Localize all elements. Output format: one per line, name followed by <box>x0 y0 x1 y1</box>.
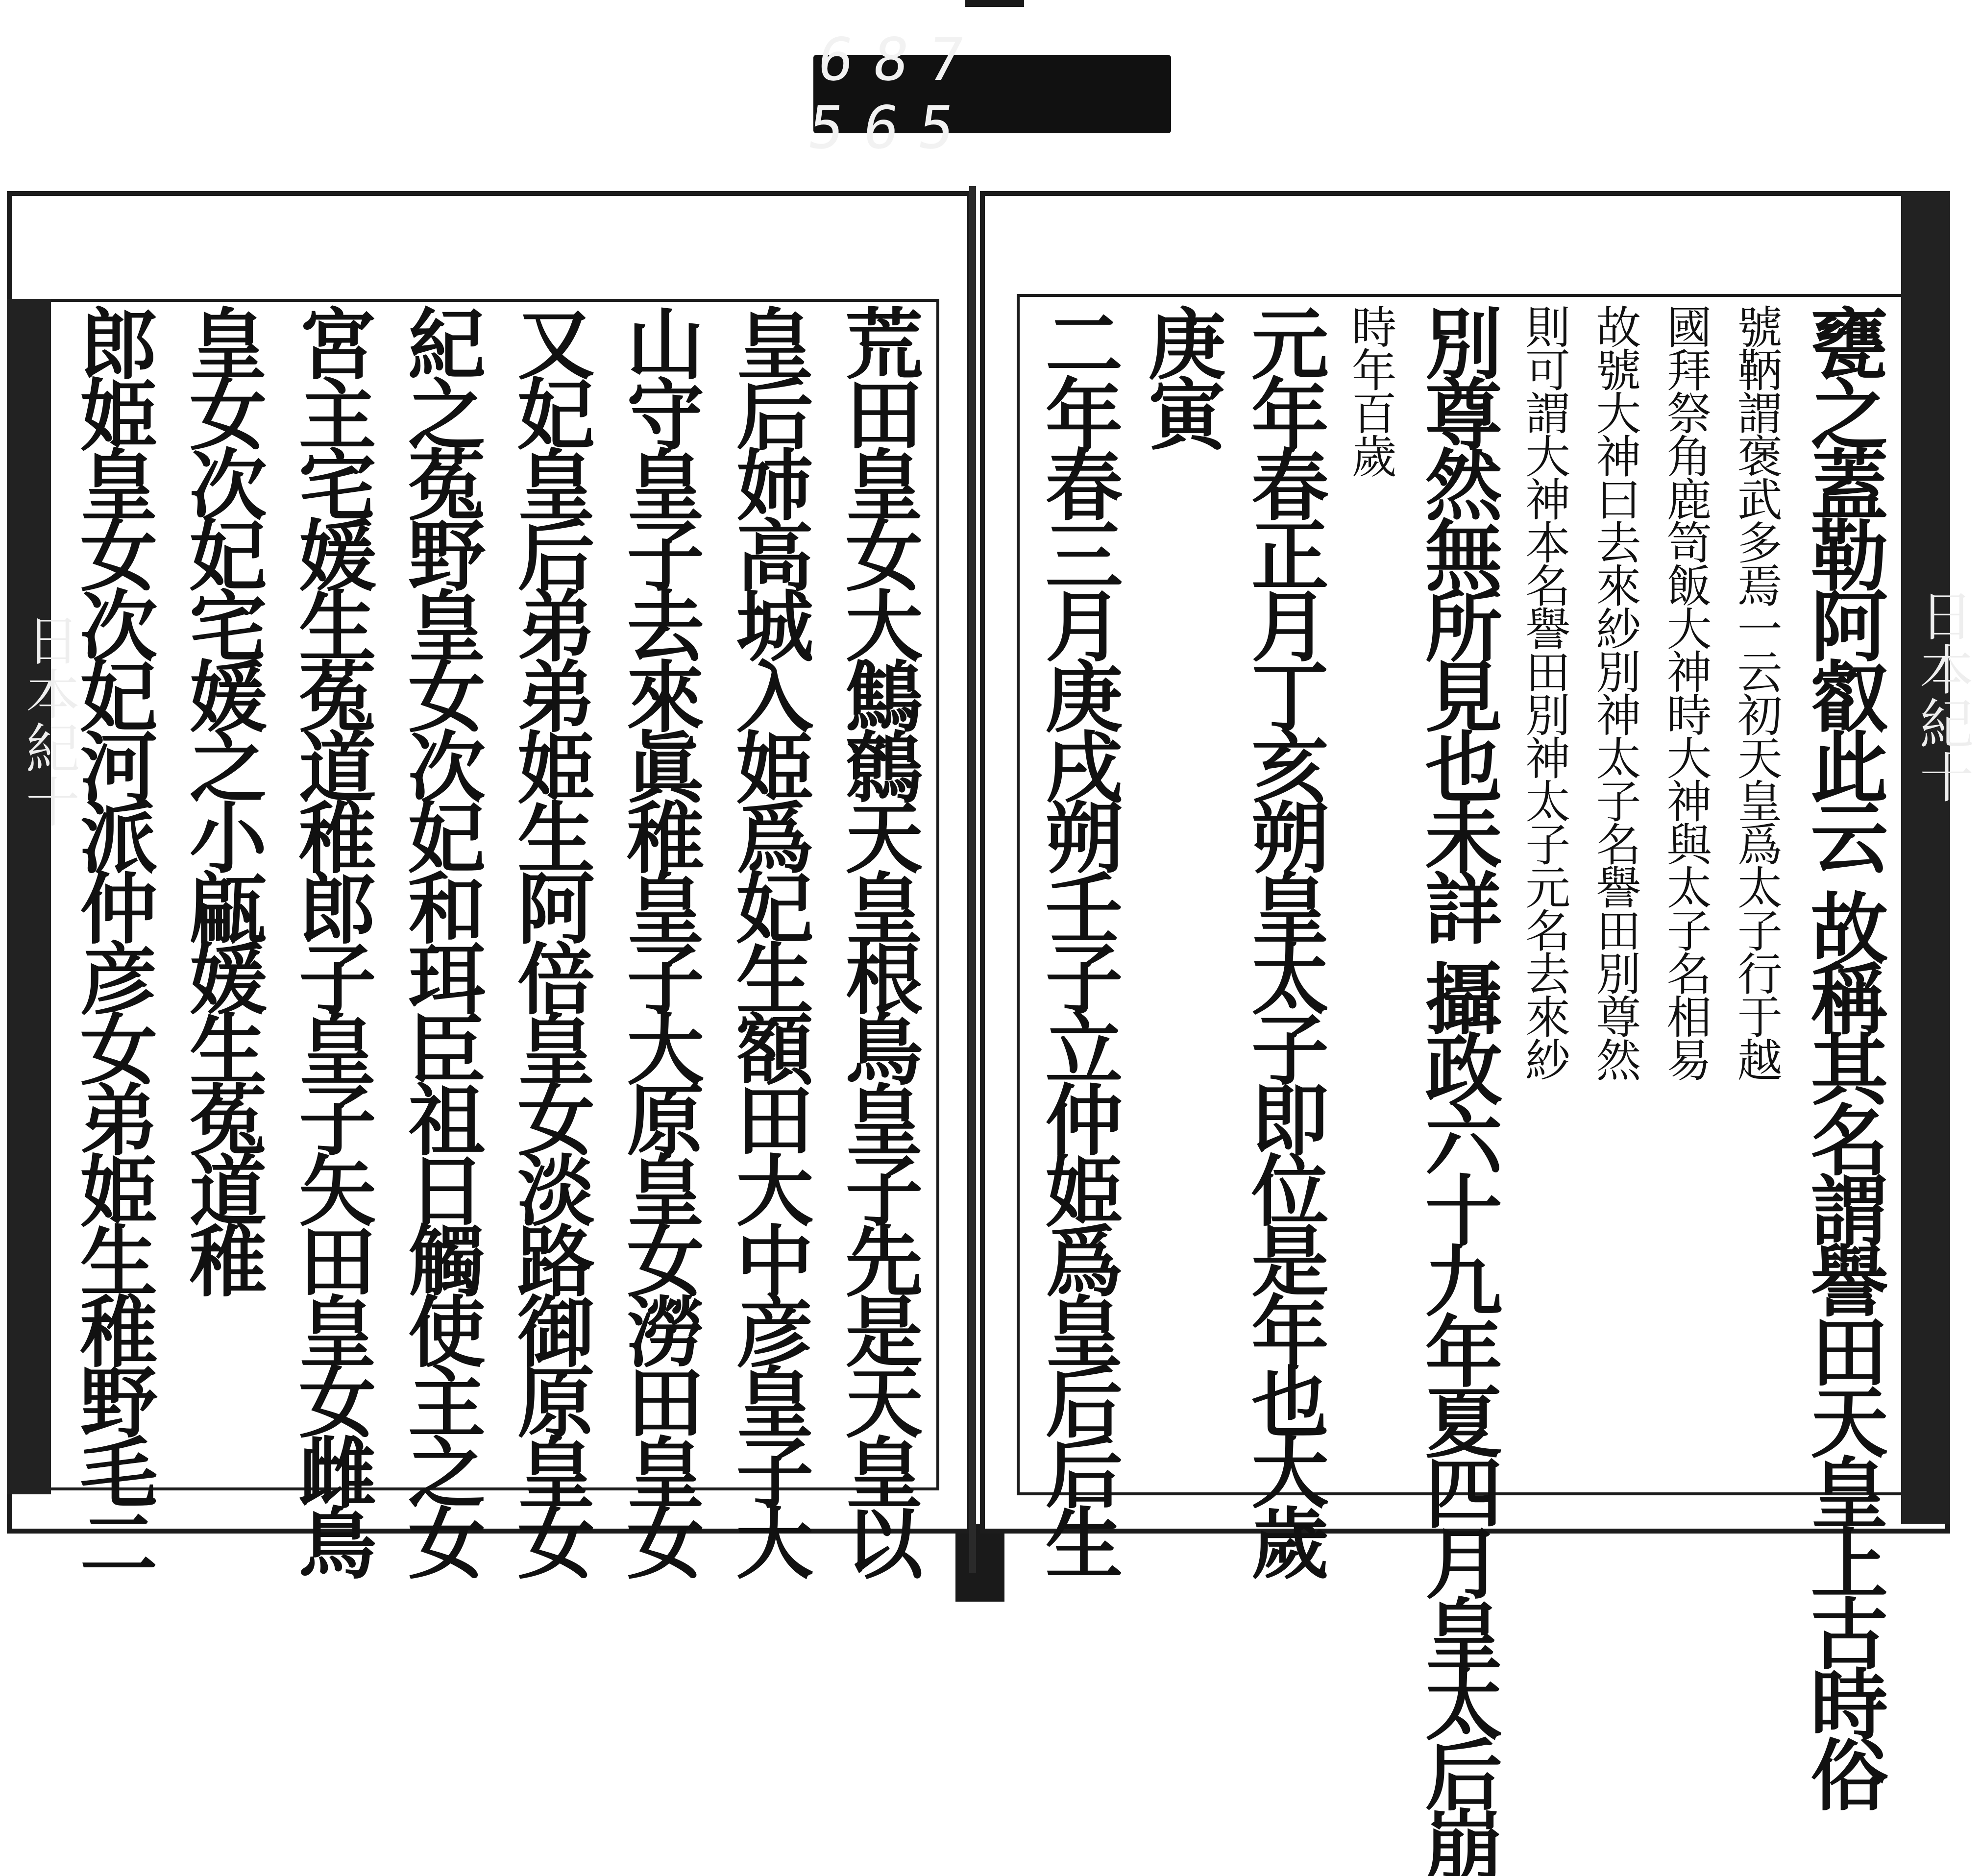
right-col-4: 故號大神曰去來紗別神太子名譽田別尊然 <box>1589 304 1641 1080</box>
left-col-6: 宮主宅媛生菟道稚郎子皇子矢田皇女雌鳥 <box>286 304 377 1574</box>
right-col-2: 號鞆謂褒武多焉一云初天皇爲太子行于越 <box>1730 304 1783 1080</box>
bottom-edge-mark <box>955 1524 1004 1602</box>
left-margin-label: 日本紀十 <box>17 612 80 828</box>
left-col-4: 又妃皇后弟弟姫生阿倍皇女淡路御原皇女 <box>504 304 595 1574</box>
right-col-8: 元年春正月丁亥朔皇太子即位是年也大歲 <box>1238 304 1329 1574</box>
call-number-stamp <box>804 26 1171 162</box>
right-col-7: 時年百歲 <box>1344 304 1397 476</box>
right-col-3: 國拜祭角鹿笥飯大神時大神與太子名相易 <box>1659 304 1712 1080</box>
right-margin-label: 日本紀十 <box>1911 588 1974 804</box>
left-col-5: 紀之菟野皇女次妃和珥臣祖日觸使主之女 <box>395 304 486 1574</box>
right-page-text <box>1032 304 1888 1876</box>
call-number-text: 687 565 <box>804 26 988 162</box>
right-col-10: 二年春三月庚戌朔壬子立仲姫爲皇后后生 <box>1032 304 1123 1574</box>
left-col-1: 荒田皇女大鷦鷯天皇根鳥皇子先是天皇以 <box>832 304 923 1574</box>
top-edge-mark <box>965 0 1024 7</box>
left-col-7: 皇女次妃宅媛之小甂媛生菟道稚 <box>176 304 268 1291</box>
left-col-2: 皇后姉高城入姫爲妃生額田大中彦皇子大 <box>723 304 814 1574</box>
left-col-3: 山守皇子去來眞稚皇子大原皇女澇田皇女 <box>613 304 705 1574</box>
right-col-9: 庚寅 <box>1135 304 1226 445</box>
right-page-edge-shadow <box>1901 191 1950 1524</box>
left-page-text <box>67 304 923 1574</box>
right-col-6: 別尊然無所見也未詳 攝政六十九年夏四月皇太后崩 <box>1412 304 1503 1876</box>
book-spine <box>969 186 976 1573</box>
left-page-edge-shadow <box>7 299 51 1494</box>
right-col-5: 則可謂大神本名譽田別神太子元名去來紗 <box>1518 304 1571 1080</box>
right-col-1: 甕之蓋勒阿叡此云 故稱其名謂譽田天皇上古時俗 <box>1797 304 1888 1806</box>
left-col-8: 郎姫皇女次妃河派仲彦女弟姫生稚野毛二 <box>67 304 158 1574</box>
